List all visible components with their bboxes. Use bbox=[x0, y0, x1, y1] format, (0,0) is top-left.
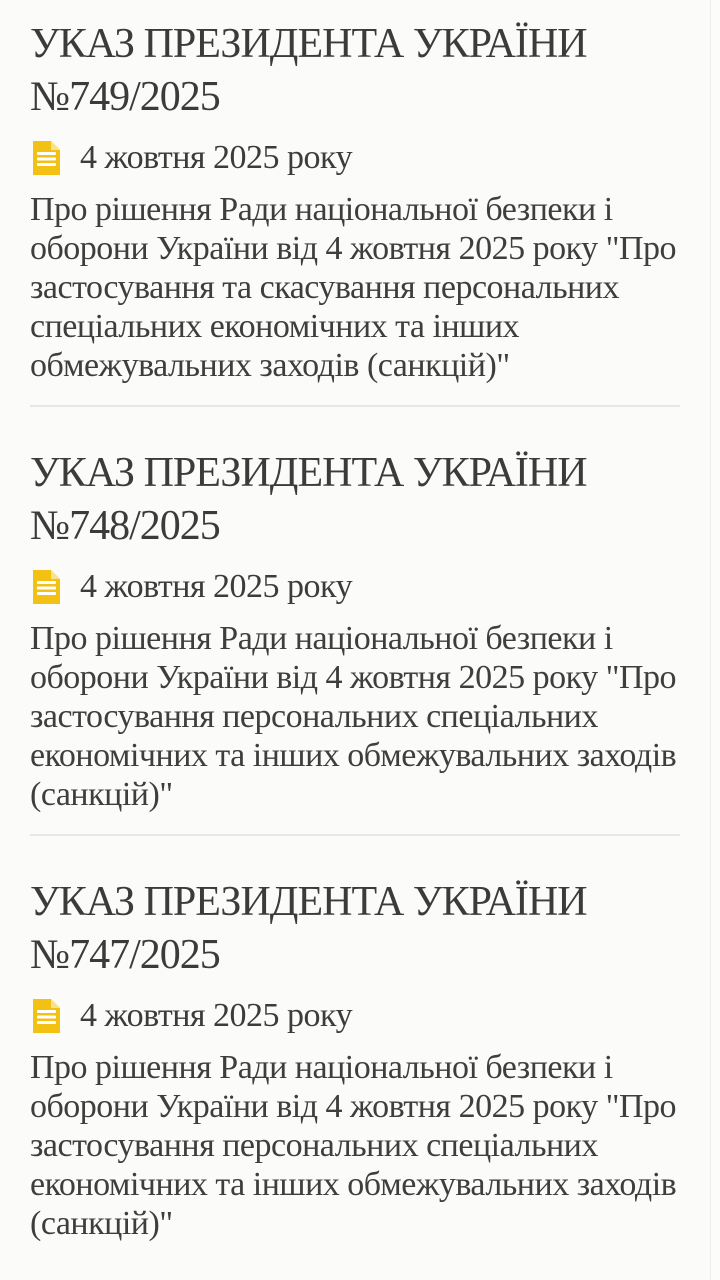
document-icon-line bbox=[37, 1016, 56, 1019]
decree-number: №748/2025 bbox=[30, 503, 220, 549]
document-icon-line bbox=[37, 587, 56, 590]
decree-date-row bbox=[30, 567, 680, 607]
document-icon-line bbox=[37, 581, 56, 584]
document-icon-line bbox=[37, 1021, 56, 1024]
document-icon-line bbox=[37, 152, 56, 155]
document-icon bbox=[30, 140, 63, 176]
decree-number: №747/2025 bbox=[30, 932, 220, 978]
decree-title bbox=[30, 447, 680, 553]
document-icon-line bbox=[37, 158, 56, 161]
decree-date: 4 жовтня 2025 року bbox=[80, 139, 353, 176]
decree-title-text: УКАЗ ПРЕЗИДЕНТА УКРАЇНИ bbox=[30, 21, 587, 67]
decree-title-text: УКАЗ ПРЕЗИДЕНТА УКРАЇНИ bbox=[30, 450, 587, 496]
divider bbox=[30, 405, 680, 407]
decree-list-item[interactable] bbox=[30, 18, 680, 385]
decree-title-text: УКАЗ ПРЕЗИДЕНТА УКРАЇНИ bbox=[30, 879, 587, 925]
decree-description: Про рішення Ради національної безпеки і оборони України від 4 жовтня 2025 року "Про застосування персональних спеціальних економічних та інших обмежувальних заходів (санкцій)" bbox=[30, 620, 677, 813]
document-icon-fold bbox=[51, 999, 60, 1008]
decree-list-item[interactable] bbox=[30, 447, 680, 814]
divider bbox=[30, 834, 680, 836]
decree-list-item[interactable] bbox=[30, 876, 680, 1243]
decree-title bbox=[30, 876, 680, 982]
decree-date-row bbox=[30, 138, 680, 178]
decree-description: Про рішення Ради національної безпеки і оборони України від 4 жовтня 2025 року "Про застосування та скасування персональних спеціальних економічних та інших обмежувальних заходів (санкцій)" bbox=[30, 191, 677, 384]
decree-title bbox=[30, 18, 680, 124]
document-icon-fold bbox=[51, 570, 60, 579]
document-icon bbox=[30, 569, 63, 605]
document-icon-line bbox=[37, 592, 56, 595]
decree-date-row bbox=[30, 996, 680, 1036]
document-icon-fold bbox=[51, 141, 60, 150]
document-icon bbox=[30, 998, 63, 1034]
decree-date: 4 жовтня 2025 року bbox=[80, 568, 353, 605]
decree-description: Про рішення Ради національної безпеки і оборони України від 4 жовтня 2025 року "Про застосування персональних спеціальних економічних та інших обмежувальних заходів (санкцій)" bbox=[30, 1049, 677, 1242]
document-icon-line bbox=[37, 1010, 56, 1013]
document-icon-line bbox=[37, 163, 56, 166]
decree-date: 4 жовтня 2025 року bbox=[80, 997, 353, 1034]
decree-number: №749/2025 bbox=[30, 74, 220, 120]
